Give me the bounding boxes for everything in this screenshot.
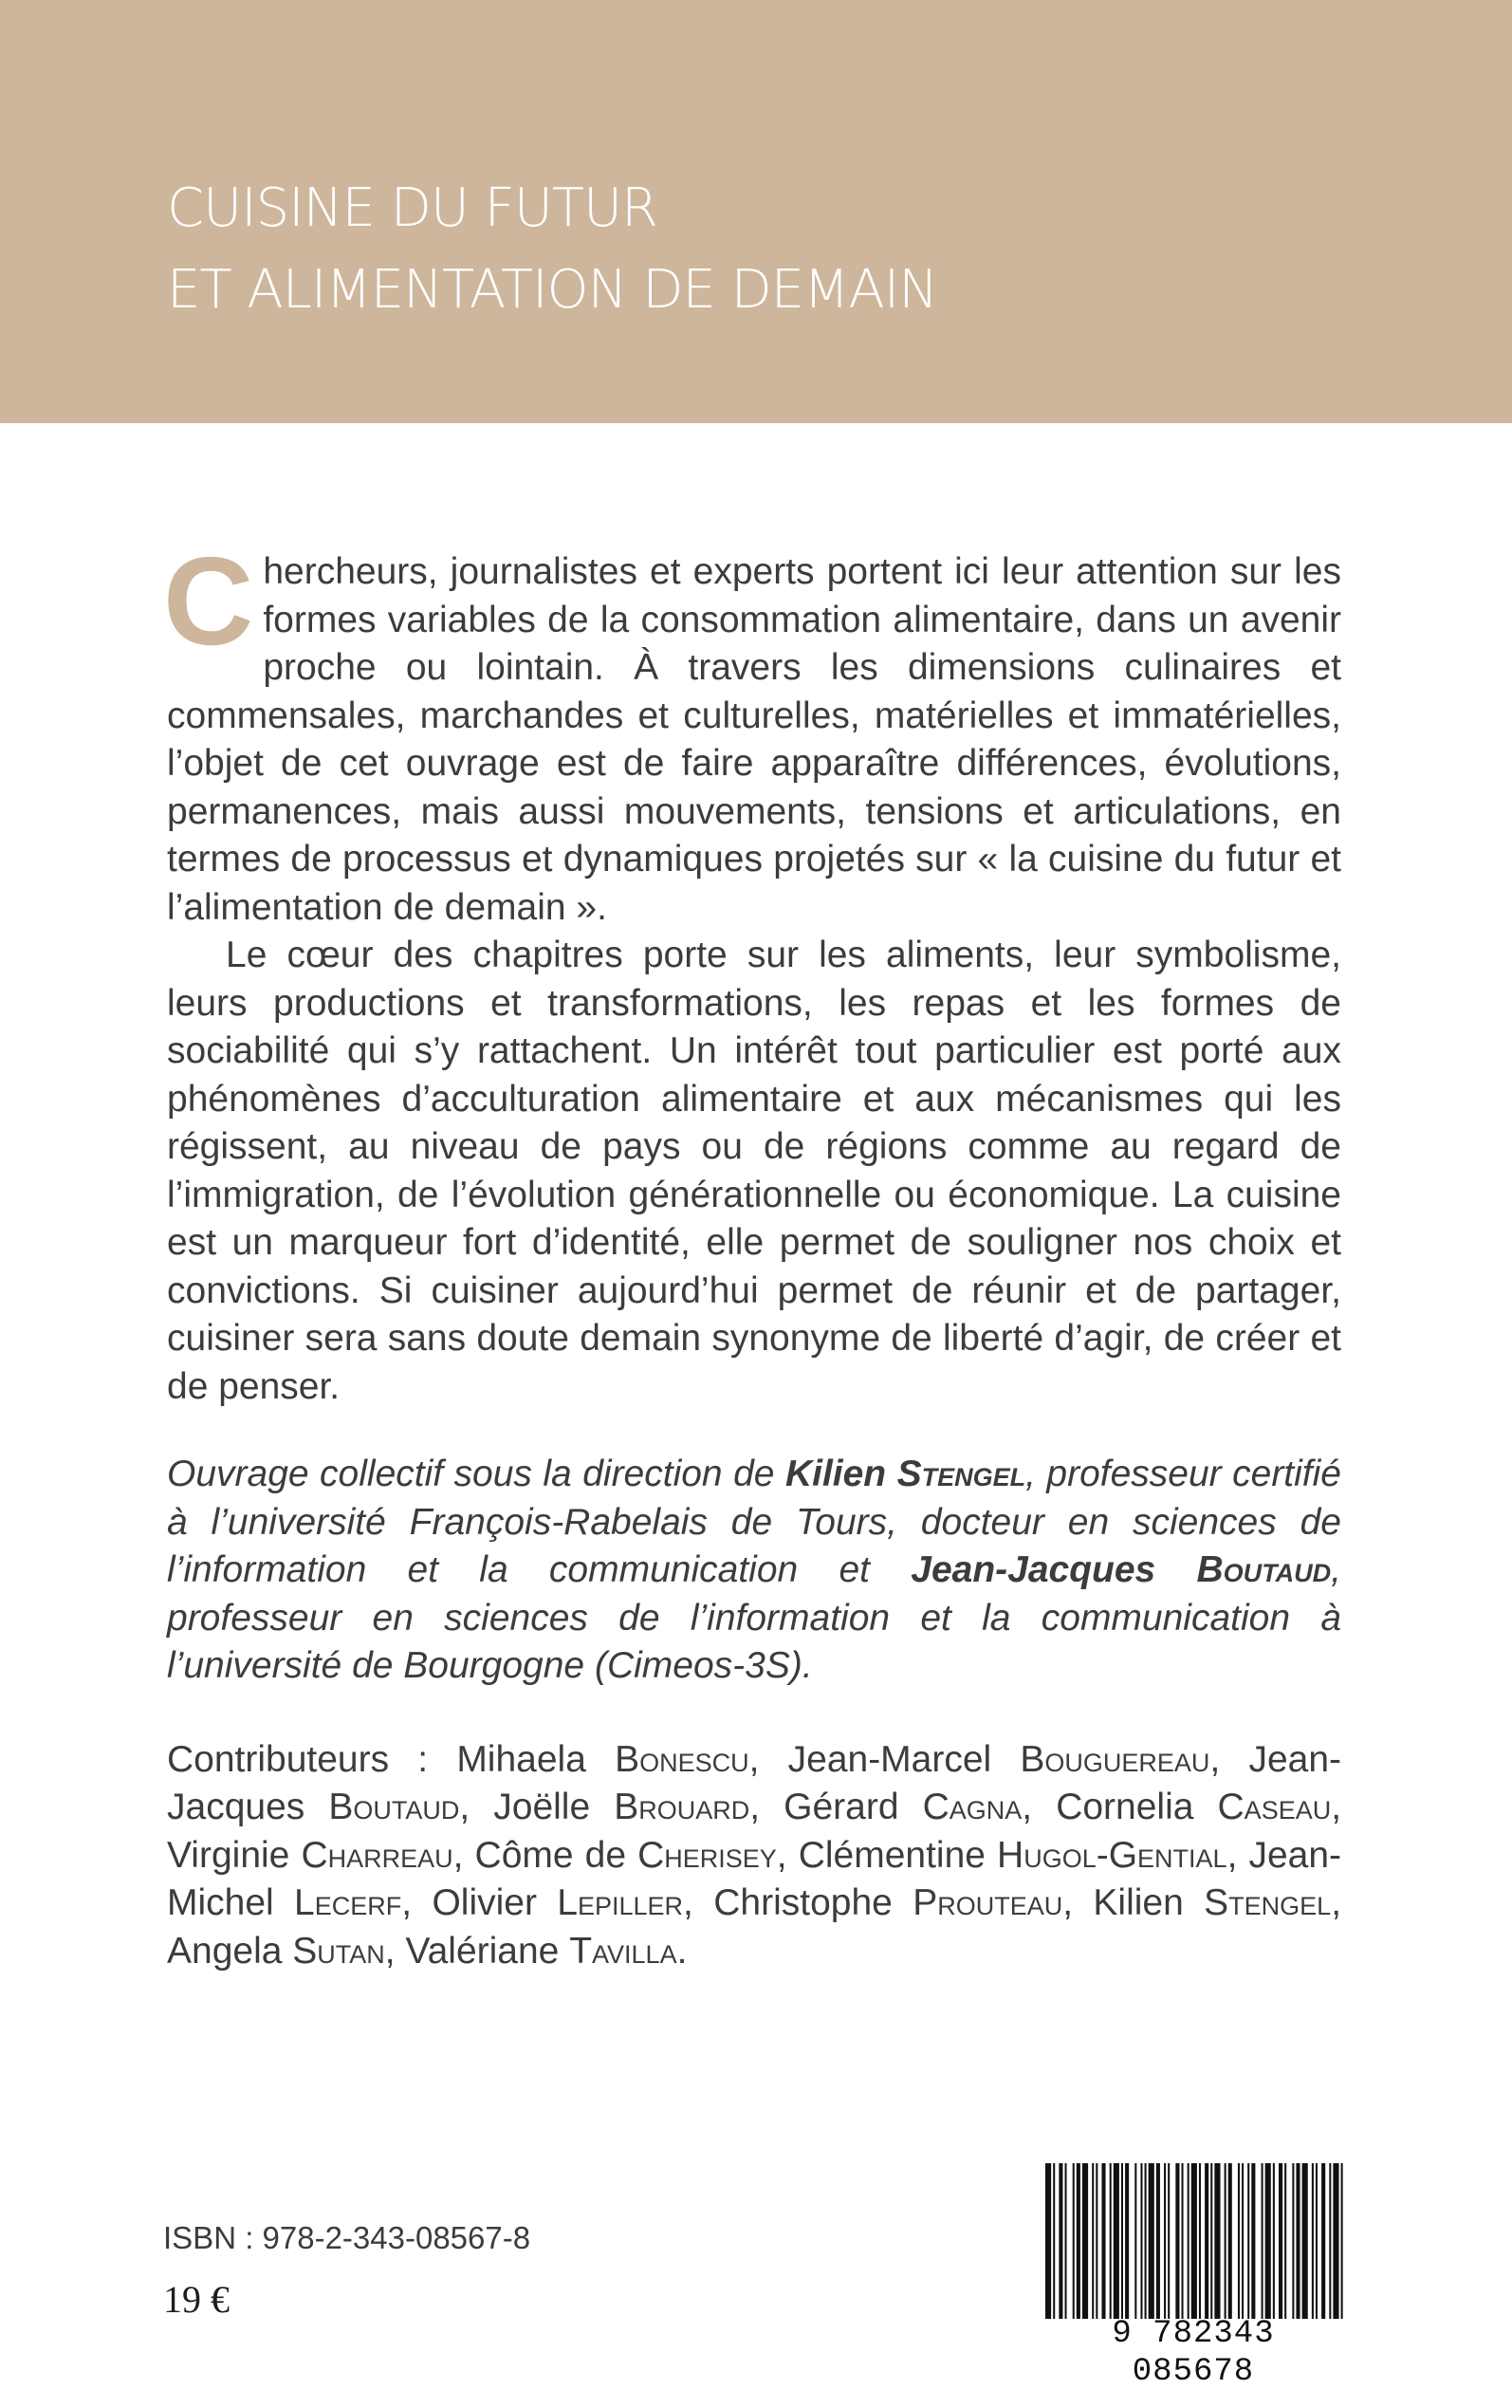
barcode-bar: [1191, 2163, 1197, 2319]
barcode-bar: [1149, 2163, 1154, 2319]
barcode-bar: [1145, 2163, 1147, 2319]
barcode-bar: [1199, 2163, 1201, 2319]
contributor-name: [784, 1787, 1022, 1827]
back-cover-text: [163, 531, 1342, 1975]
contributor-last-name: Prouteau: [913, 1882, 1063, 1923]
editor-2-name: [911, 1549, 1331, 1590]
contributor-first-name: Clémentine: [798, 1834, 998, 1876]
barcode-bars: [1042, 2163, 1345, 2319]
contributor-first-name: Mihaela: [456, 1738, 616, 1780]
barcode-bar: [1164, 2163, 1166, 2319]
summary-paragraph-1: [163, 531, 1341, 932]
contributor-last-name: Caseau: [1217, 1787, 1332, 1827]
contributor-last-name: Charreau: [301, 1834, 453, 1876]
contributor-first-name: Angela: [167, 1930, 293, 1972]
barcode-bar: [1302, 2163, 1308, 2319]
contributor-first-name: Christophe: [713, 1882, 913, 1923]
barcode-bar: [1329, 2163, 1331, 2319]
barcode-bar: [1077, 2163, 1080, 2319]
barcode-bar: [1333, 2163, 1338, 2319]
direction-intro: Ouvrage collectif sous la direction de: [167, 1454, 785, 1494]
contributor-last-name: Boutaud: [328, 1787, 460, 1827]
editor-2-first-name: Jean-Jacques: [911, 1549, 1197, 1590]
contributor-first-name: Côme de: [474, 1834, 638, 1876]
contributor-last-name: Bouguereau: [1020, 1738, 1210, 1780]
contributor-name: [456, 1739, 748, 1780]
barcode-bar: [1228, 2163, 1232, 2319]
contributor-first-name: Virginie: [167, 1834, 302, 1876]
barcode-bar: [1059, 2163, 1062, 2319]
contributor-name: [475, 1835, 777, 1876]
barcode-bar: [1045, 2163, 1051, 2319]
barcode-bar: [1114, 2163, 1119, 2319]
barcode-bar: [1065, 2163, 1067, 2319]
summary-paragraph-2: Le cœur des chapitres porte sur les aliments, leur symbolisme, leurs productions et transformations, les repas et les formes de sociabilité qui s’y rattachent. Un intérêt tout particulier est porté aux phénomènes d’acculturation alimentaire et aux mécanismes qui les régissent, au niveau de pays ou de régions comme au regard de l’immigration, de l’évolution générationnelle ou économique. La cuisine est un marqueur fort d’identité, elle permet de souligner nos choix et convictions. Si cuisiner aujourd’hui permet de réunir et de partager, cuisiner sera sans doute demain synonyme de liberté d’agir, de créer et de penser.: [167, 935, 1341, 1407]
contributor-name: [167, 1931, 385, 1972]
contributor-name: [432, 1882, 683, 1923]
barcode-bar: [1156, 2163, 1160, 2319]
contributor-last-name: Hugol-Gential: [997, 1834, 1227, 1876]
price: 19 €: [163, 2278, 230, 2321]
barcode-bar: [1096, 2163, 1097, 2319]
barcode-digits: 9 782343 085678: [1112, 2316, 1275, 2390]
barcode-bar: [1082, 2163, 1088, 2319]
barcode-bar: [1262, 2163, 1263, 2319]
barcode-bar: [1188, 2163, 1189, 2319]
barcode-bar: [1316, 2163, 1318, 2319]
barcode-bar: [1210, 2163, 1212, 2319]
contributor-name: [1093, 1882, 1331, 1923]
contributor-first-name: Jean-Marcel: [787, 1738, 1021, 1780]
barcode-bar: [1321, 2163, 1325, 2319]
barcode-bar: [1182, 2163, 1184, 2319]
barcode-bar: [1273, 2163, 1275, 2319]
contributor-last-name: Tavilla: [569, 1930, 677, 1972]
contributor-first-name: Gérard: [784, 1787, 923, 1827]
contributor-last-name: Cagna: [922, 1787, 1023, 1827]
contributor-first-name: Jean-Jacques: [167, 1738, 1342, 1827]
contributor-last-name: Sutan: [292, 1930, 385, 1972]
barcode-bar: [1214, 2163, 1220, 2319]
contributor-name: [713, 1882, 1062, 1923]
barcode-bar: [1312, 2163, 1314, 2319]
contributor-name: [405, 1931, 676, 1972]
barcode-bar: [1292, 2163, 1294, 2319]
contributor-name: [788, 1739, 1210, 1780]
barcode-bar: [1053, 2163, 1055, 2319]
barcode-bar: [1251, 2163, 1255, 2319]
contributors-list: [167, 1736, 1341, 1976]
header-band: [0, 0, 1512, 423]
contributor-first-name: Jean-Michel: [167, 1834, 1342, 1923]
contributor-last-name: Lecerf: [294, 1882, 402, 1923]
contributor-last-name: Brouard: [614, 1787, 750, 1827]
barcode-bar: [1125, 2163, 1129, 2319]
contributor-names: Mihaela Bonescu, Jean-Marcel Bouguereau, Jean-Jacques Boutaud, Joëlle Brouard, Gérard Cagna, Cornelia Caseau, Virginie Charreau, Côme de Cherisey, Clémentine Hugol-Gential, Jean-Michel Lecerf, Olivier Lepiller, Christophe Prouteau, Kilien Stengel, Angela Sutan, Valériane Tavilla.: [167, 1738, 1342, 1972]
editorial-direction: [167, 1451, 1341, 1691]
barcode-bar: [1073, 2163, 1075, 2319]
contributor-last-name: Bonescu: [615, 1738, 749, 1780]
barcode-bar: [1225, 2163, 1226, 2319]
contributor-first-name: Joëlle: [493, 1787, 615, 1827]
barcode-bar: [1279, 2163, 1282, 2319]
editor-1-description: , professeur certifié à l’université François-Rabelais de Tours, docteur en sciences de l’information et la communication et: [167, 1454, 1341, 1590]
barcode-bar: [1134, 2163, 1136, 2319]
contributor-name: [493, 1787, 749, 1827]
contributors-label: Contributeurs :: [167, 1738, 457, 1780]
contributor-first-name: Valériane: [405, 1930, 570, 1972]
barcode-bar: [1175, 2163, 1179, 2319]
barcode-bar: [1092, 2163, 1094, 2319]
barcode-bar: [1238, 2163, 1240, 2319]
editor-1-last-name: Stengel: [896, 1454, 1026, 1494]
isbn: ISBN : 978-2-343-08567-8: [163, 2220, 531, 2255]
barcode-bar: [1242, 2163, 1244, 2319]
editor-2-last-name: Boutaud: [1196, 1549, 1332, 1590]
barcode-bar: [1284, 2163, 1286, 2319]
barcode-bar: [1140, 2163, 1142, 2319]
drop-cap: C: [163, 531, 254, 671]
summary-paragraph-1-text: hercheurs, journalistes et experts portent ici leur attention sur les formes variables de la consommation alimentaire, dans un avenir proche ou lointain. À travers les dimensions culinaires et commensales, marchandes et culturelles, matérielles et immatérielles, l’objet de cet ouvrage est de faire apparaître différences, évolutions, permanences, mais aussi mouvements, tensions et articulations, en termes de processus et dynamiques projetés sur « la cuisine du futur et l’alimentation de demain ».: [167, 551, 1341, 928]
barcode-bar: [1247, 2163, 1249, 2319]
editor-2-description: , professeur en sciences de l’information et la communication à l’université de Bourgogne (Cimeos-3S).: [167, 1549, 1342, 1686]
contributor-last-name: Lepiller: [557, 1882, 684, 1923]
book-title-line-1: CUISINE DU FUTUR: [167, 177, 657, 239]
contributor-name: [799, 1835, 1227, 1876]
editor-1-first-name: Kilien: [784, 1454, 897, 1494]
contributor-name: [1056, 1787, 1331, 1827]
barcode-bar: [1101, 2163, 1105, 2319]
book-title-line-2: ET ALIMENTATION DE DEMAIN: [167, 259, 938, 321]
barcode-bar: [1265, 2163, 1271, 2319]
contributor-last-name: Stengel: [1204, 1882, 1332, 1923]
barcode-bar: [1110, 2163, 1112, 2319]
barcode-bar: [1121, 2163, 1123, 2319]
contributor-first-name: Kilien: [1093, 1882, 1205, 1923]
editor-1-name: [785, 1454, 1025, 1494]
barcode: [1042, 2163, 1345, 2390]
barcode-bar: [1205, 2163, 1208, 2319]
contributor-first-name: Cornelia: [1056, 1787, 1218, 1827]
contributor-name: [167, 1835, 453, 1876]
contributor-first-name: Olivier: [432, 1882, 558, 1923]
barcode-bar: [1168, 2163, 1170, 2319]
barcode-bar: [1341, 2163, 1343, 2319]
barcode-bar: [1296, 2163, 1300, 2319]
contributor-last-name: Cherisey: [637, 1834, 777, 1876]
